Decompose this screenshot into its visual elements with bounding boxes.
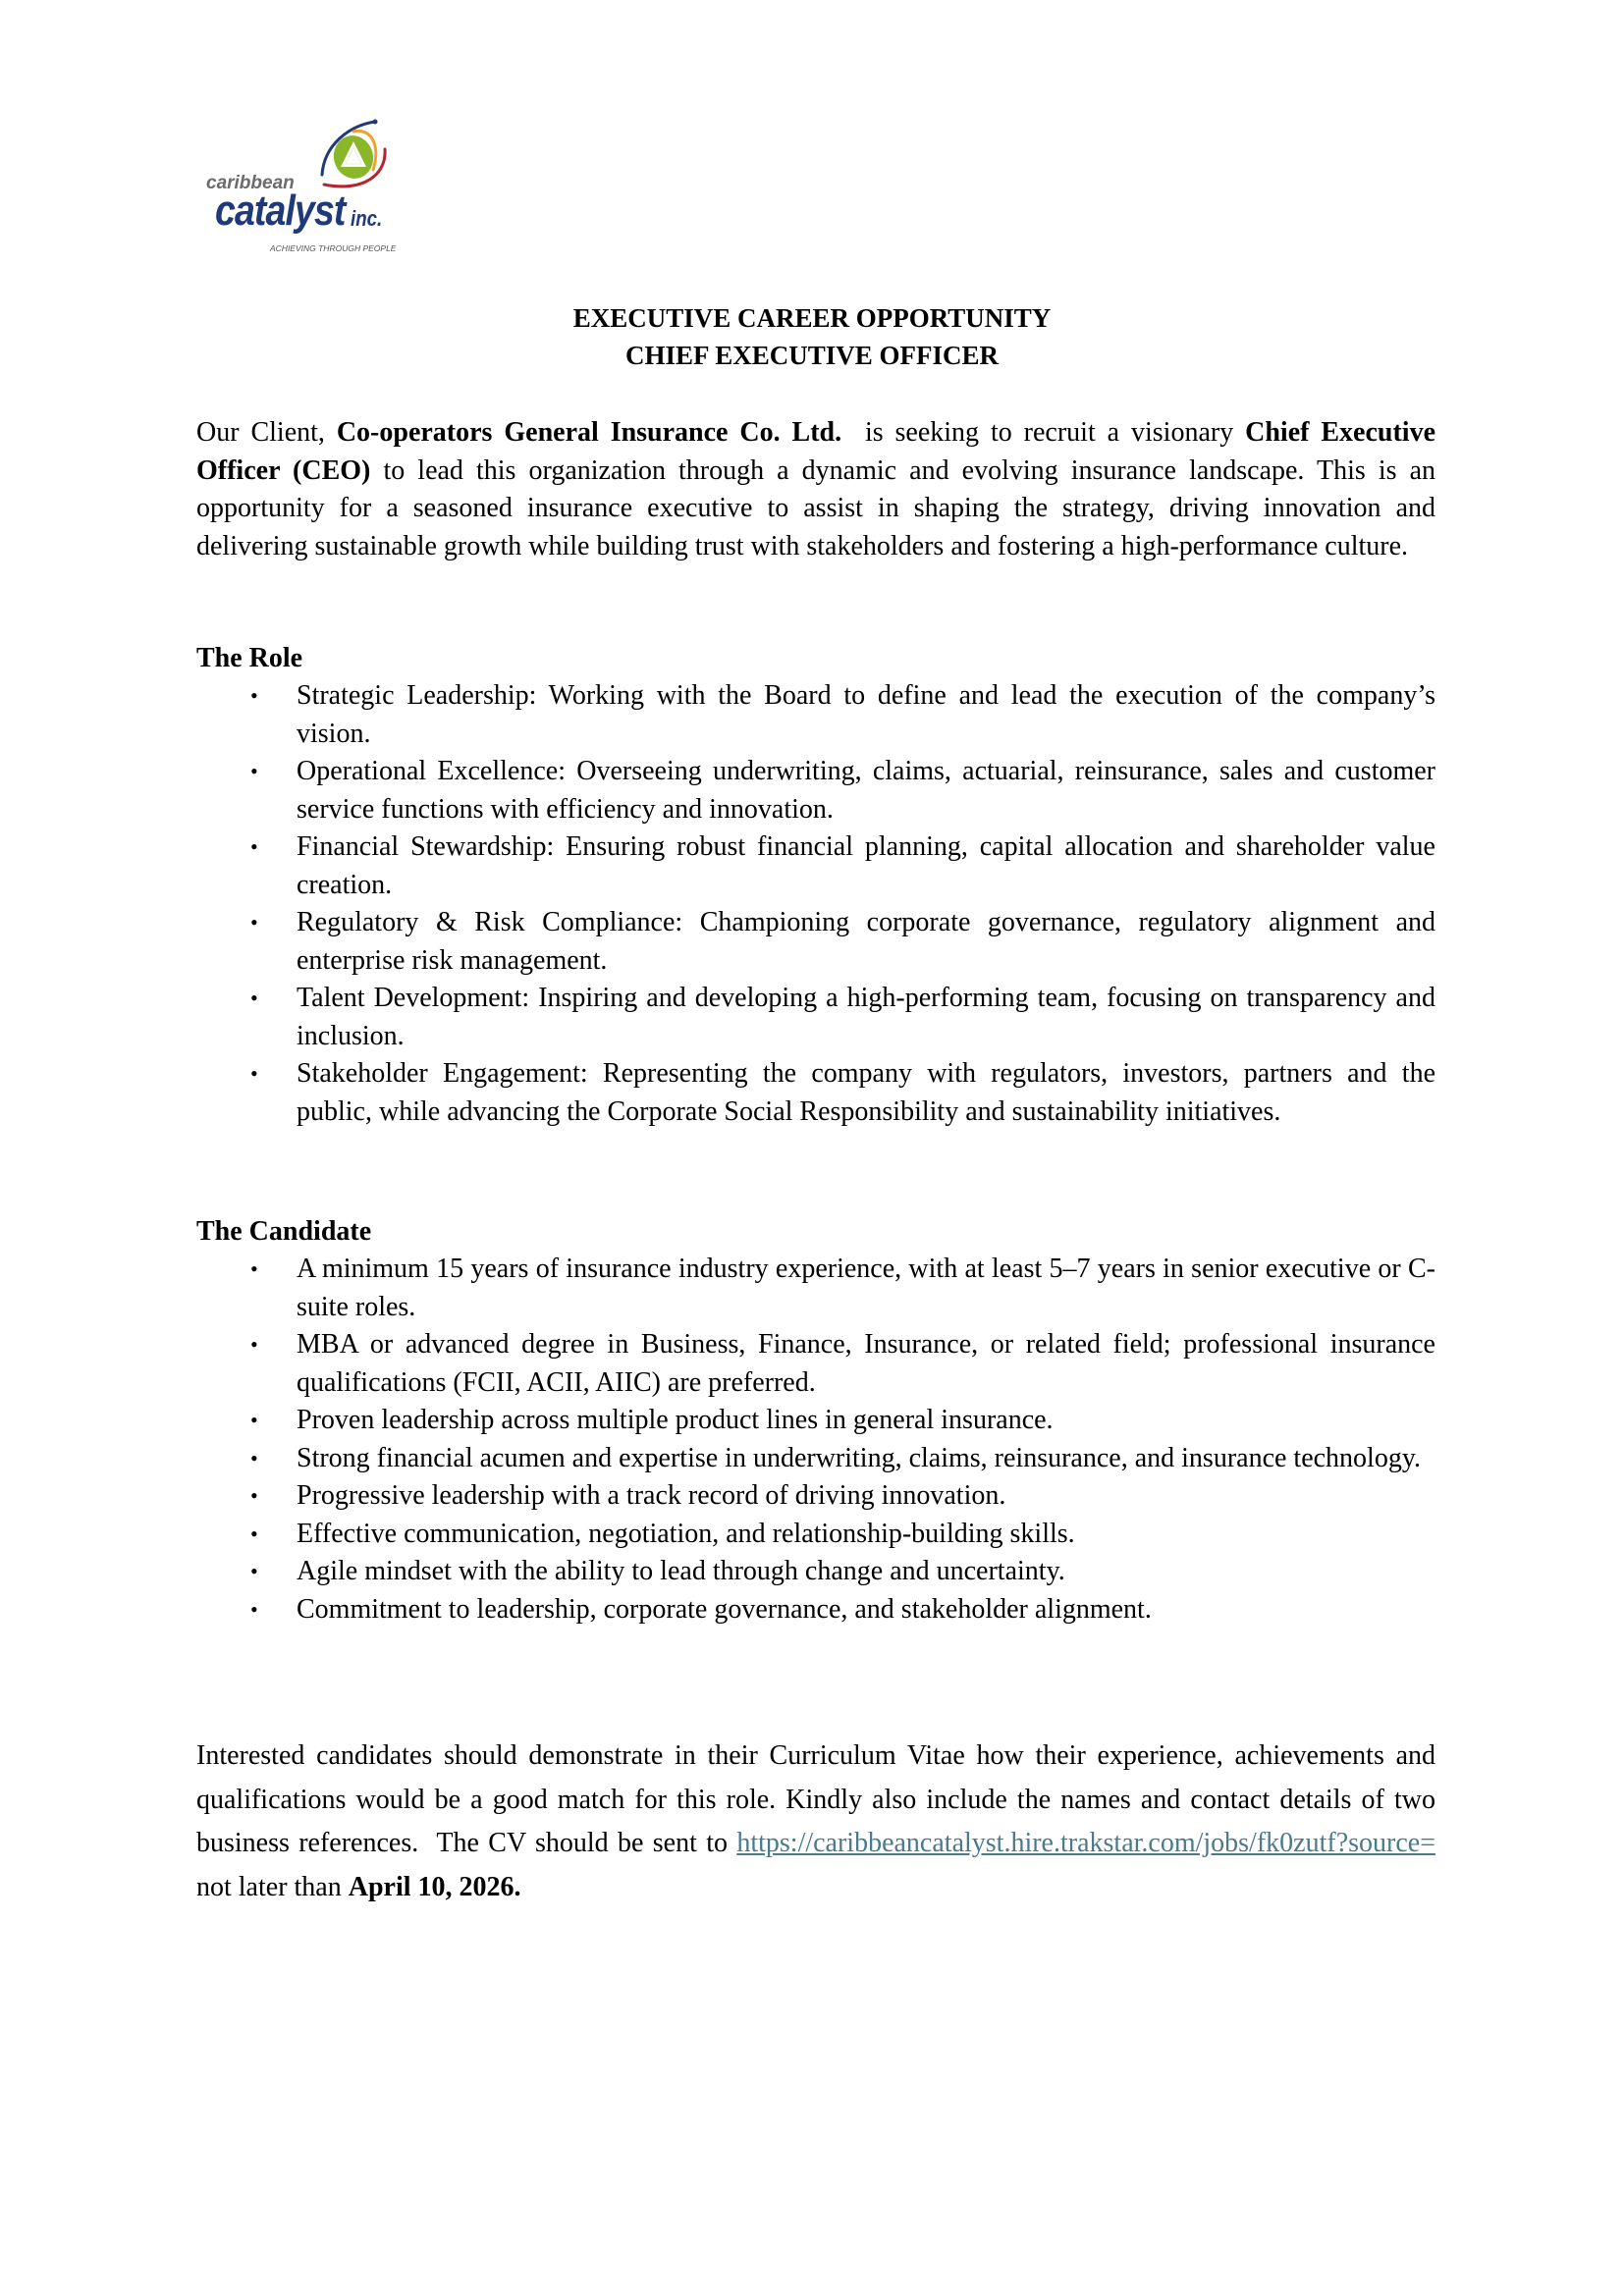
list-item (196, 753, 1435, 828)
list-item-text: Strong financial acumen and expertise in underwriting, claims, reinsurance, and insurance technology. (297, 1442, 1422, 1473)
list-item-text: Progressive leadership with a track record of driving innovation. (297, 1480, 1006, 1511)
list-item (196, 1553, 1435, 1591)
logo-text-catalyst: catalyst (215, 187, 346, 235)
list-item-text: Effective communication, negotiation, and relationship-building skills. (297, 1518, 1075, 1549)
list-item (196, 1402, 1435, 1440)
list-item (196, 828, 1435, 904)
list-item-text: Stakeholder Engagement: Representing the company with regulators, investors, partners and the public, while advancing the Corporate Social Responsibility and sustainability initiatives. (297, 1058, 1435, 1127)
closing-after-link: not later than (196, 1871, 349, 1902)
page-title (0, 299, 1624, 374)
logo-tagline: ACHIEVING THROUGH PEOPLE (270, 243, 397, 253)
list-item-text: MBA or advanced degree in Business, Finance, Insurance, or related field; professional insurance qualifications (FCII, ACII, AIIC) are preferred. (297, 1329, 1435, 1398)
bullet-icon: • (250, 1521, 258, 1546)
bullet-icon: • (250, 759, 258, 783)
closing-paragraph (196, 1735, 1442, 1909)
intro-middle: is seeking to recruit a visionary (841, 417, 1246, 448)
list-item (196, 677, 1435, 753)
bullet-icon: • (250, 1061, 258, 1086)
closing-text: Interested candidates should demonstrate in their Curriculum Vitae how their experience, achievements and qualifications would be a good match for this role. Kindly also include the names and contact details of two business references. The CV should be sent to (196, 1740, 1442, 1858)
client-name: Co-operators General Insurance Co. Ltd. (336, 417, 842, 448)
candidate-heading: The Candidate (196, 1216, 372, 1247)
deadline-date: April 10, 2026. (348, 1871, 521, 1902)
title-line-1: EXECUTIVE CAREER OPPORTUNITY (572, 303, 1052, 333)
intro-prefix: Our Client, (196, 417, 337, 448)
list-item-text: Agile mindset with the ability to lead through change and uncertainty. (297, 1556, 1065, 1586)
list-item-text: Regulatory & Risk Compliance: Championing corporate governance, regulatory alignment and enterprise risk management. (297, 907, 1435, 976)
list-item-text: A minimum 15 years of insurance industry experience, with at least 5–7 years in senior executive or C-suite roles. (297, 1254, 1435, 1322)
list-item-text: Strategic Leadership: Working with the Board to define and lead the execution of the company’s vision. (297, 680, 1435, 749)
list-item-text: Proven leadership across multiple product lines in general insurance. (297, 1405, 1054, 1435)
list-item (196, 1326, 1435, 1402)
role-heading: The Role (196, 643, 303, 673)
candidate-list (196, 1251, 1435, 1629)
list-item (196, 1516, 1435, 1554)
bullet-icon: • (250, 1596, 258, 1622)
logo-text-caribbean: caribbean (206, 173, 295, 193)
bullet-icon: • (250, 1559, 258, 1583)
bullet-icon: • (250, 1332, 258, 1357)
logo-text-inc: inc. (351, 206, 383, 231)
list-item (196, 1251, 1435, 1326)
intro-rest: to lead this organization through a dynamic and evolving insurance landscape. This is an opportunity for a seasoned insurance executive to assist in shaping the strategy, driving innovation and delivering sustainable growth while building trust with stakeholders and fostering a high-performance culture. (196, 454, 1435, 561)
list-item-text: Financial Stewardship: Ensuring robust financial planning, capital allocation and shareholder value creation. (297, 831, 1435, 900)
intro-paragraph (196, 414, 1435, 565)
bullet-icon: • (250, 834, 258, 859)
list-item (196, 1477, 1435, 1516)
bullet-icon: • (250, 1256, 258, 1281)
role-list (196, 677, 1435, 1131)
list-item (196, 904, 1435, 980)
bullet-icon: • (250, 986, 258, 1010)
bullet-icon: • (250, 1445, 258, 1470)
list-item-text: Commitment to leadership, corporate governance, and stakeholder alignment. (297, 1593, 1152, 1625)
application-link[interactable]: https://caribbeancatalyst.hire.trakstar.com/jobs/fk0zutf?source= (736, 1828, 1435, 1858)
list-item (196, 1591, 1435, 1629)
list-item-text: Talent Development: Inspiring and developing a high-performing team, focusing on transparency and inclusion. (297, 983, 1435, 1051)
list-item-text: Operational Excellence: Overseeing underwriting, claims, actuarial, reinsurance, sales and customer service functions with efficiency and innovation. (297, 756, 1435, 825)
bullet-icon: • (250, 1408, 258, 1432)
list-item (196, 1055, 1435, 1131)
company-logo (201, 116, 427, 258)
bullet-icon: • (250, 683, 258, 708)
list-item (196, 1440, 1435, 1478)
role-name: Chief Executive Officer (CEO) (196, 417, 1435, 486)
list-item (196, 980, 1435, 1055)
bullet-icon: • (250, 1483, 258, 1508)
title-line-2: CHIEF EXECUTIVE OFFICER (624, 341, 1000, 370)
bullet-icon: • (250, 910, 258, 934)
